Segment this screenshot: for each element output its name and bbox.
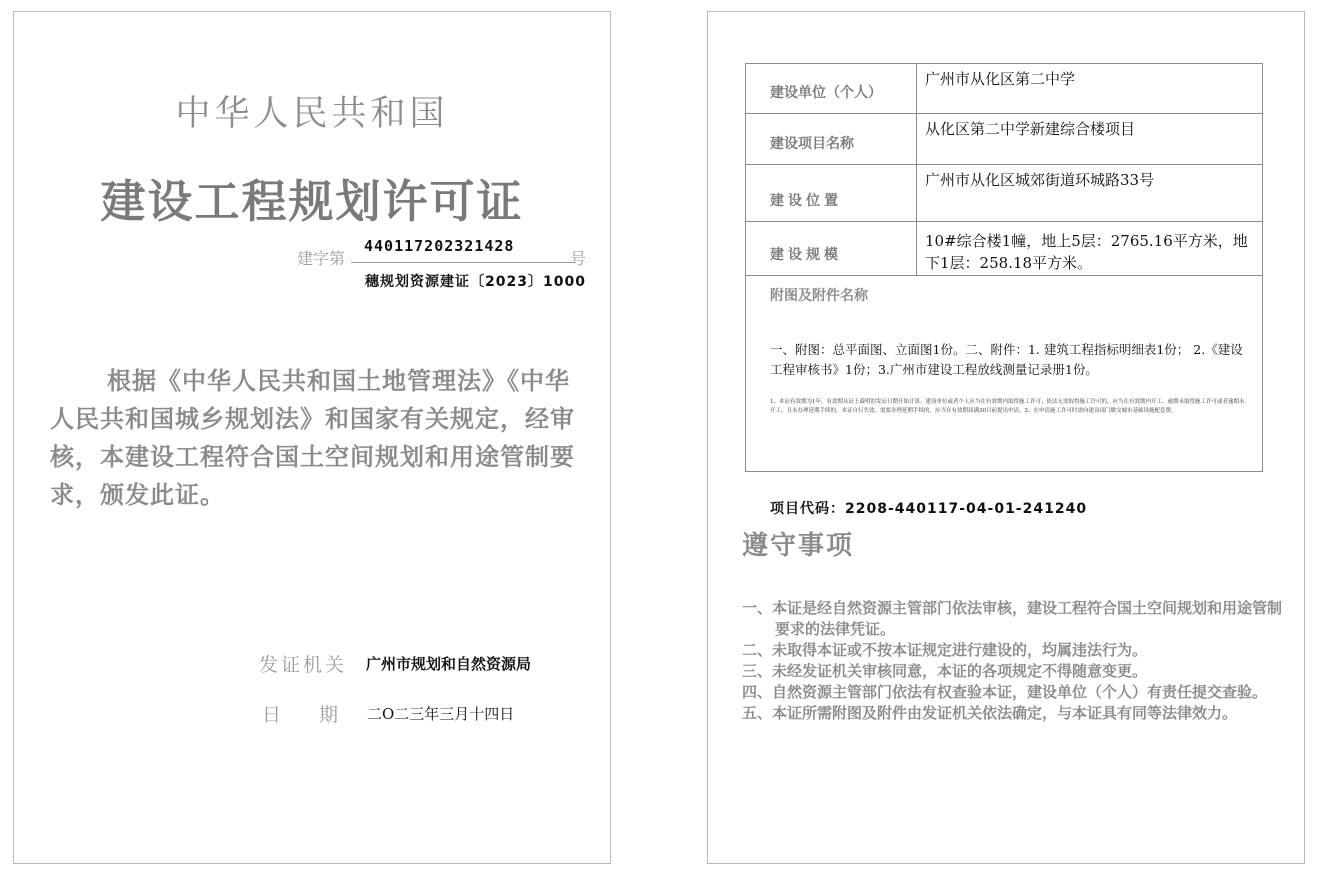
table-row — [746, 165, 1262, 222]
row-value: 从化区第二中学新建综合楼项目 — [925, 120, 1136, 138]
validity-notes: 1、本证有效期为1年，有效期从证上载明的发证日期开始计算。建设单位或者个人应当在有效期内取得施工许可；依法无需取得施工许可的，应当在有效期内开工。逾期未取得施工许可或者逾期未开工，且未办理延期手续的，本证自行失效。需要办理延期手续的，应当在有效期届满30日前提出申请。2、在申请施工许可时需向建设部门缴交城市基础设施配套费。 — [770, 399, 1245, 414]
row-label: 建设位置 — [746, 165, 917, 221]
certificate-back-page — [707, 11, 1305, 864]
cert-number-underline — [351, 262, 576, 263]
rule-item: 二、未取得本证或不按本证规定进行建设的，均属违法行为。 — [742, 641, 1148, 659]
project-code-line — [770, 498, 1087, 518]
rule-item: 三、未经发证机关审核同意，本证的各项规定不得随意变更。 — [742, 662, 1148, 680]
cert-number-prefix: 建字第 — [297, 249, 346, 268]
rule-item: 四、自然资源主管部门依法有权查验本证，建设单位（个人）有责任提交查验。 — [742, 683, 1268, 701]
project-info-table — [745, 63, 1263, 472]
row-value: 10#综合楼1幢，地上5层：2765.16平方米，地下1层：258.18平方米。 — [925, 232, 1248, 272]
certificate-title: 建设工程规划许可证 — [100, 175, 524, 228]
cert-number-suffix: 号 — [570, 249, 587, 268]
row-label: 建设单位（个人） — [746, 64, 917, 113]
rules-list — [742, 598, 1282, 724]
project-code-label: 项目代码： — [770, 501, 845, 517]
cert-reference: 穗规划资源建证〔2023〕1000 — [365, 274, 586, 290]
row-value: 广州市从化区城郊街道环城路33号 — [925, 171, 1155, 189]
project-code: 2208-440117-04-01-241240 — [845, 501, 1088, 517]
rule-item: 一、本证是经自然资源主管部门依法审核，建设工程符合国土空间规划和用途管制要求的法律凭证。 — [742, 599, 1283, 638]
rules-title: 遵守事项 — [742, 531, 855, 561]
cert-number: 440117202321428 — [364, 237, 515, 255]
certificate-front-page — [13, 11, 611, 864]
table-row — [746, 64, 1262, 114]
date-label: 日期 — [262, 704, 377, 726]
issuer-value: 广州市规划和自然资源局 — [366, 655, 532, 673]
table-row — [746, 114, 1262, 165]
attachments-title: 附图及附件名称 — [770, 288, 868, 304]
table-row — [746, 222, 1262, 276]
row-label: 建设规模 — [746, 222, 917, 275]
row-value: 广州市从化区第二中学 — [925, 70, 1076, 88]
date-value: 二O二三年三月十四日 — [367, 705, 515, 723]
country-name: 中华人民共和国 — [175, 94, 449, 134]
issuer-label: 发证机关 — [259, 654, 348, 676]
row-label: 建设项目名称 — [746, 114, 917, 164]
declaration-text: 根据《中华人民共和国土地管理法》《中华人民共和国城乡规划法》和国家有关规定，经审核，本建设工程符合国土空间规划和用途管制要求，颁发此证。 — [50, 367, 575, 509]
rule-item: 五、本证所需附图及附件由发证机关依法确定，与本证具有同等法律效力。 — [742, 704, 1238, 722]
attachments-text: 一、附图：总平面图、立面图1份。二、附件：1. 建筑工程指标明细表1份； 2.《建设工程审核书》1份；3.广州市建设工程放线测量记录册1份。 — [770, 342, 1243, 377]
